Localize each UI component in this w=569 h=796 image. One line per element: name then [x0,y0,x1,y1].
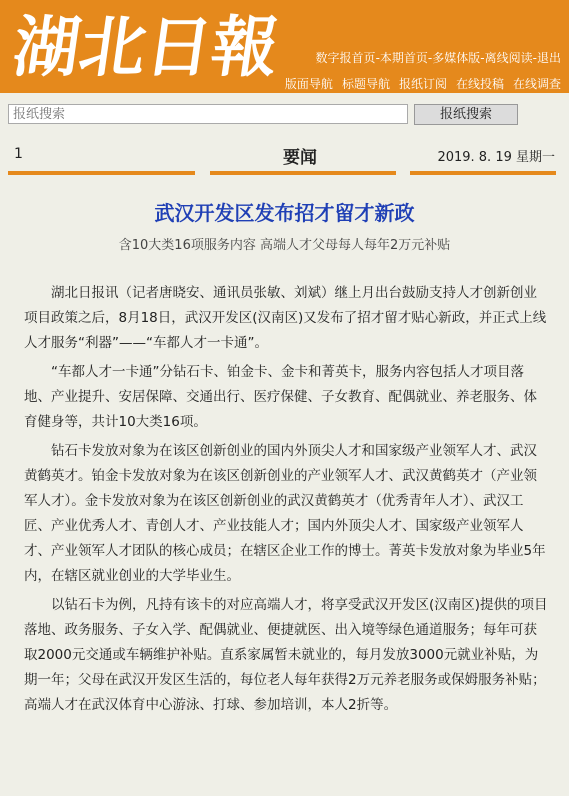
issue-date: 2019. 8. 19 星期一 [437,150,555,165]
nav-multimedia[interactable]: 多媒体版 [432,51,481,65]
nav-digital-home[interactable]: 数字报首页 [315,51,376,65]
article-paragraph: “车都人才一卡通”分钻石卡、铂金卡、金卡和菁英卡，服务内容包括人才项目落地、产业提升、安居保障、交通出行、医疗保健、子女教育、配偶就业、养老服务、体育健身等，共计10大类16项。 [24,364,537,430]
masthead [0,0,569,93]
nav-subscribe[interactable]: 报纸订阅 [398,77,447,91]
article-paragraph: 以钻石卡为例，凡持有该卡的对应高端人才，将享受武汉开发区(汉南区)提供的项目落地、政务服务、子女入学、配偶就业、便捷就医、出入境等绿色通道服务；每年可获取2000元交通或车辆维护补贴。直系家属暂未就业的，每月发放3000元就业补贴，为期一年；父母在武汉开发区生活的，每位老人每年获得2万元养老服务或保姆服务补贴；高端人才在武汉体育中心游泳、打球、参加培训，本人2折等。 [24,597,548,713]
top-nav: 数字报首页-本期首页-多媒体版-离线阅读-退出 [315,51,561,65]
logo-char: 湖 [8,8,86,86]
article-body [24,281,550,722]
nav-exit[interactable]: 退出 [536,51,561,65]
logo-char: 北 [74,8,152,86]
nav-online-survey[interactable]: 在线调查 [512,77,561,91]
nav-issue-home[interactable]: 本期首页 [379,51,428,65]
nav-title-navigation[interactable]: 标题导航 [341,77,390,91]
article-paragraph: 湖北日报讯（记者唐晓安、通讯员张敏、刘斌）继上月出台鼓励支持人才创新创业项目政策之后，8月18日，武汉开发区(汉南区)又发布了招才留才贴心新政，并正式上线人才服务“利器”——“车都人才一卡通”。 [24,285,547,351]
article-paragraph: 钻石卡发放对象为在该区创新创业的国内外顶尖人才和国家级产业领军人才、武汉黄鹤英才。铂金卡发放对象为在该区创新创业的产业领军人才、武汉黄鹤英才（产业领军人才）。金卡发放对象为在该区创新创业的武汉黄鹤英才（优秀青年人才）、武汉工匠、产业优秀人才、青创人才、产业技能人才；国内外顶尖人才、国家级产业领军人才、产业领军人才团队的核心成员；在辖区企业工作的博士。菁英卡发放对象为毕业5年内，在辖区就业创业的大学毕业生。 [24,443,546,584]
sub-nav [276,75,561,92]
nav-offline-reading[interactable]: 离线阅读 [484,51,533,65]
section-name: 要闻 [283,148,317,168]
page-number: 1 [14,146,23,162]
newspaper-logo[interactable] [8,6,284,88]
logo-char: 報 [206,8,284,86]
divider [8,171,195,175]
search-input[interactable] [8,104,408,124]
article-title: 武汉开发区发布招才留才新政 [154,201,415,225]
logo-char: 日 [140,8,218,86]
nav-submit-article[interactable]: 在线投稿 [455,77,504,91]
divider [210,171,396,175]
search-button[interactable]: 报纸搜索 [414,104,518,125]
nav-page-navigation[interactable]: 版面导航 [284,77,333,91]
article-subtitle: 含10大类16项服务内容 高端人才父母每人每年2万元补贴 [118,238,451,253]
divider [410,171,556,175]
